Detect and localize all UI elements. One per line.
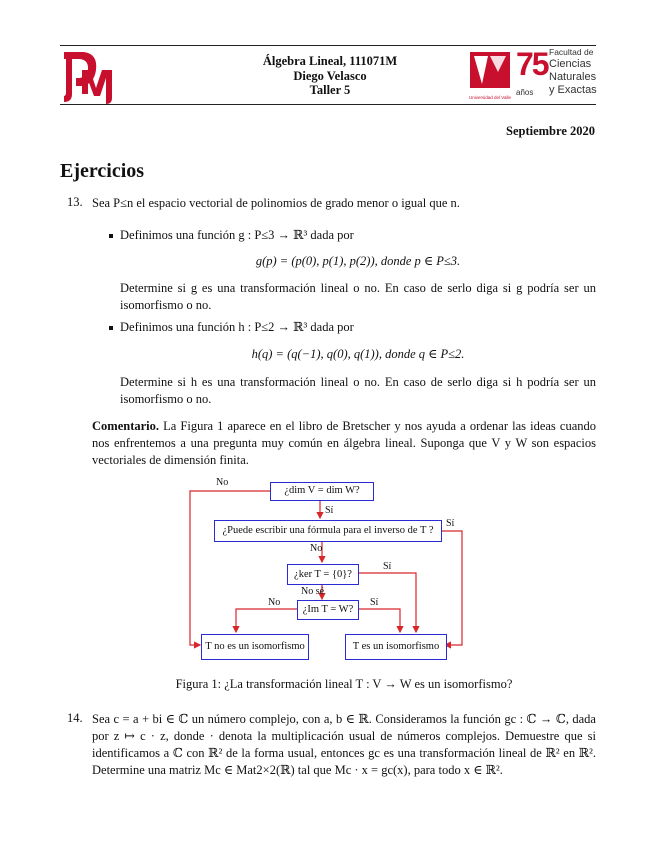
comment-label: Comentario. xyxy=(92,419,159,433)
exercise-14-text: Sea c = a + bi ∈ ℂ un número complejo, con a, b ∈ ℝ. Consideramos la función gc : ℂ → ℂ, dada por z ↦ c · z, donde · denota la multiplicación usual de números complejos. Demuestre que si identificamos a ℂ con ℝ² de la forma usual, entonces gc es una transformación lineal de ℝ² en ℝ². Determine una matriz Mc ∈ Mat2×2(ℝ) tal que Mc · x = gc(x), para todo x ∈ ℝ². xyxy=(92,712,596,777)
instructor-name: Diego Velasco xyxy=(293,69,367,83)
faculty-line-3: Naturales xyxy=(549,71,597,83)
faculty-line-1: Facultad de xyxy=(549,47,594,57)
exercise-13-question-2: Determine si h es una transformación lineal o no. En caso de serlo diga si h podría ser un isomorfismo o no. xyxy=(120,375,596,406)
exercise-13-item-1: Definimos una función g : P≤3 → ℝ³ dada por xyxy=(120,228,354,242)
sheet-title: Taller 5 xyxy=(309,83,351,97)
flow-box-inverse-formula: ¿Puede escribir una fórmula para el inverso de T ? xyxy=(214,520,442,542)
faculty-line-2: Ciencias xyxy=(549,58,592,70)
flow-box-isomorphism: T es un isomorfismo xyxy=(345,634,447,660)
exercise-13-intro: Sea P≤n el espacio vectorial de polinomios de grado menor o igual que n. xyxy=(92,196,460,210)
flow-box-kernel: ¿ker T = {0}? xyxy=(287,564,359,585)
flow-box-image: ¿Im T = W? xyxy=(297,600,359,620)
faculty-line-4: y Exactas xyxy=(549,84,597,96)
equation-g: g(p) = (p(0), p(1), p(2)), donde p ∈ P≤3. xyxy=(255,254,461,268)
sheet-date: Septiembre 2020 xyxy=(506,124,595,138)
exercise-13-number: 13. xyxy=(67,195,83,209)
exercise-13-question-1: Determine si g es una transformación lineal o no. En caso de serlo diga si g podría ser un isomorfismo o no. xyxy=(120,281,596,312)
flow-label-si-3: Sí xyxy=(383,561,392,572)
university-logo-text: Universidad del Valle xyxy=(469,95,511,100)
flow-label-si-1: Sí xyxy=(325,505,334,516)
flow-label-no-3: No xyxy=(268,597,281,608)
figure-caption: Figura 1: ¿La transformación lineal T : V → W es un isomorfismo? xyxy=(175,677,513,691)
section-title: Ejercicios xyxy=(60,160,145,182)
anniversary-word: años xyxy=(516,88,534,97)
course-title: Álgebra Lineal, 111071M xyxy=(262,54,398,68)
flow-label-no-2: No xyxy=(310,543,323,554)
flow-box-dimension: ¿dim V = dim W? xyxy=(270,482,374,501)
anniversary-number: 75 xyxy=(516,46,548,82)
flow-label-no-se: No sé xyxy=(301,586,325,597)
comment-text: La Figura 1 aparece en el libro de Bretscher y nos ayuda a ordenar las ideas cuando nos enfrentemos a una pregunta muy común en álgebra lineal. Suponga que V y W son espacios vectoriales de dimensión finita. xyxy=(92,419,597,467)
exercise-14-number: 14. xyxy=(67,711,83,725)
flow-label-si-4: Sí xyxy=(370,597,379,608)
exercise-13-item-2: Definimos una función h : P≤2 → ℝ³ dada por xyxy=(120,320,354,334)
flow-box-not-isomorphism: T no es un isomorfismo xyxy=(201,634,309,660)
flow-label-no-top: No xyxy=(216,477,229,488)
equation-h: h(q) = (q(−1), q(0), q(1)), donde q ∈ P≤2. xyxy=(251,347,465,361)
flow-label-si-2: Sí xyxy=(446,518,455,529)
